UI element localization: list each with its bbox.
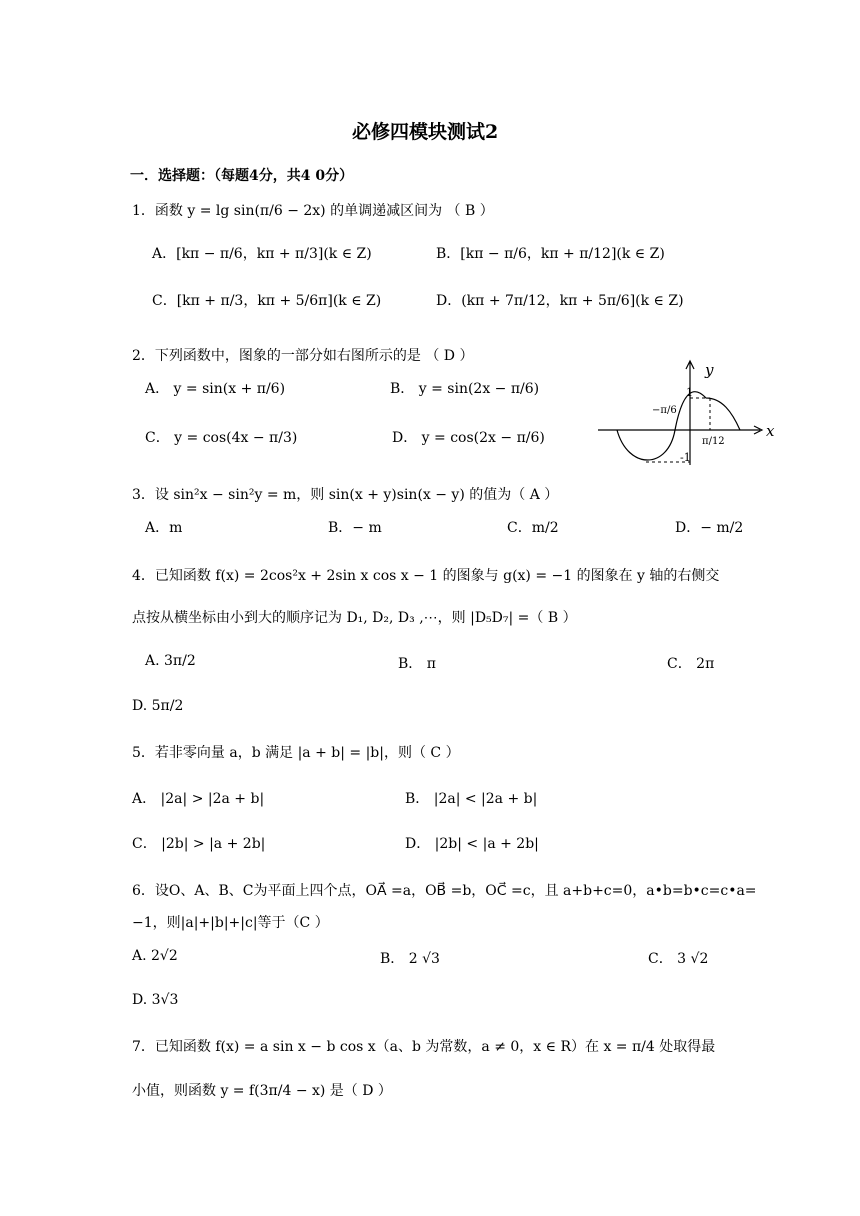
q5-option-d: D． |2b| < |a + 2b| (405, 836, 539, 852)
section-heading: 一．选择题：（每题4分，共4 0分） (130, 168, 354, 184)
q3-stem: 3．设 sin²x − sin²y = m，则 sin(x + y)sin(x − y) 的值为（ A ） (132, 487, 559, 503)
q2-graph-x-label: x (766, 422, 775, 440)
q2-graph-one-label: 1 (686, 386, 693, 399)
q2-stem: 2．下列函数中，图象的一部分如右图所示的是 （ D ） (132, 348, 474, 364)
q6-option-c: C． 3 √2 (648, 951, 709, 967)
q4-option-c: C． 2π (667, 656, 715, 672)
q6-option-b: B． 2 √3 (380, 951, 440, 967)
q2-graph-negpi6-label: −π/6 (652, 405, 677, 416)
q1-option-a: A．[kπ − π/6，kπ + π/3](k ∈ Z) (152, 246, 372, 262)
q6-stem-line1: 6．设O、A、B、C为平面上四个点，OA⃗ =a，OB⃗ =b，OC⃗ =c，且 a+b+c=0，a•b=b•c=c•a= (132, 883, 757, 899)
doc-title: 必修四模块测试2 (352, 121, 499, 143)
q2-graph-negone-label: -1 (680, 451, 691, 464)
q5-option-c: C． |2b| > |a + 2b| (132, 836, 266, 852)
q5-option-b: B． |2a| < |2a + b| (405, 791, 538, 807)
q2-graph-pi12-label: π/12 (702, 436, 725, 447)
q5-stem: 5．若非零向量 a，b 满足 |a + b| = |b|，则（ C ） (132, 745, 460, 761)
q1-stem: 1．函数 y = lg sin(π/6 − 2x) 的单调递减区间为 （ B ） (132, 203, 494, 219)
q6-option-d: D. 3√3 (132, 992, 179, 1008)
q3-option-b: B．− m (328, 520, 382, 536)
q4-option-b: B． π (398, 656, 436, 672)
q7-stem-line2: 小值，则函数 y = f(3π/4 − x) 是（ D ） (132, 1083, 392, 1099)
q6-option-a: A. 2√2 (132, 948, 178, 964)
q2-option-b: B． y = sin(2x − π/6) (390, 381, 540, 397)
q4-option-d: D. 5π/2 (132, 698, 184, 714)
q3-option-a: A．m (145, 520, 183, 536)
q2-option-c: C． y = cos(4x − π/3) (145, 430, 298, 446)
q6-stem-line2: −1，则|a|+|b|+|c|等于（C ） (132, 915, 329, 931)
q1-option-c: C．[kπ + π/3，kπ + 5/6π](k ∈ Z) (152, 293, 382, 309)
q4-stem-line1: 4．已知函数 f(x) = 2cos²x + 2sin x cos x − 1 的图象与 g(x) = −1 的图象在 y 轴的右侧交 (132, 568, 720, 584)
q3-option-c: C．m/2 (507, 520, 559, 536)
q2-option-d: D． y = cos(2x − π/6) (392, 430, 545, 446)
q1-option-d: D．(kπ + 7π/12，kπ + 5π/6](k ∈ Z) (436, 293, 684, 309)
q1-option-b: B．[kπ − π/6，kπ + π/12](k ∈ Z) (436, 246, 665, 262)
q4-stem-line2: 点按从横坐标由小到大的顺序记为 D₁, D₂, D₃ ,⋯，则 |D₅D₇| =（ B ） (132, 610, 577, 626)
q4-option-a: A. 3π/2 (145, 653, 196, 669)
q5-option-a: A． |2a| > |2a + b| (132, 791, 265, 807)
q2-graph-y-label: y (705, 361, 714, 379)
q7-stem-line1: 7．已知函数 f(x) = a sin x − b cos x（a、b 为常数，a ≠ 0，x ∈ R）在 x = π/4 处取得最 (132, 1039, 716, 1055)
q2-option-a: A． y = sin(x + π/6) (145, 381, 286, 397)
q3-option-d: D．− m/2 (675, 520, 744, 536)
